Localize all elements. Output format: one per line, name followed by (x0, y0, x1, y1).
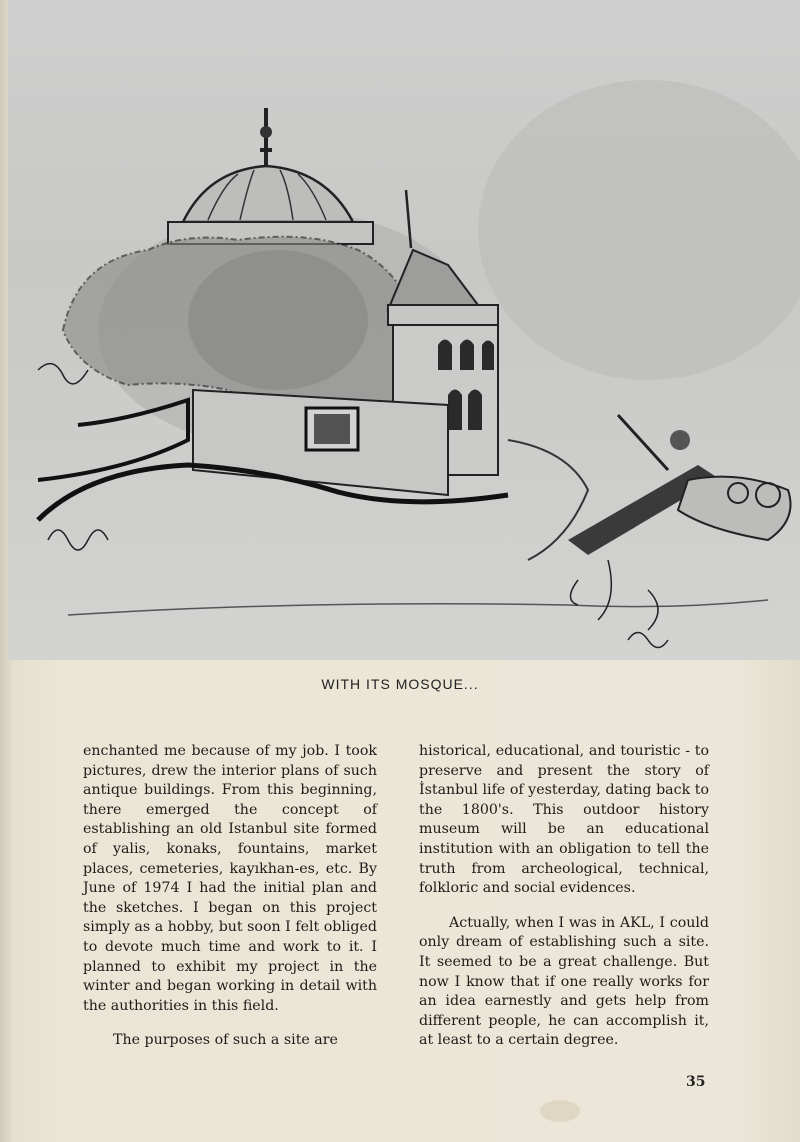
illustration-caption: WITH ITS MOSQUE... (321, 676, 479, 692)
left-text-column (83, 742, 377, 1051)
paper-stain (540, 1100, 580, 1122)
right-text-column (419, 742, 709, 1051)
body-paragraph: enchanted me because of my job. I took pictures, drew the interior plans of such antique buildings. From this beginning, there emerged the concept of establishing an old Istanbul site formed of yalis, konaks, fountains, market places, cemeteries, kayıkhan-es, etc. By June of 1974 I had the initial plan and the sketches. I began on this project simply as a hobby, but soon I felt obliged to devote much time and work to it. I planned to exhibit my project in the winter and began working in detail with the authorities in this field. (83, 743, 377, 1014)
body-paragraph: historical, educational, and touristic - to preserve and present the story of İstanbul life of yesterday, dating back to the 1800's. This outdoor history museum will be an educational institution with an obligation to tell the truth from archeological, technical, folkloric and social evidences. (419, 743, 709, 897)
body-paragraph: The purposes of such a site are (113, 1032, 338, 1049)
mosque-sketch (8, 0, 800, 660)
mosque-illustration (8, 0, 800, 660)
page-number: 35 (686, 1074, 706, 1090)
body-paragraph: Actually, when I was in AKL, I could only dream of establishing such a site. It seemed to be a great challenge. But now I know that if one really works for an idea earnestly and gets help from different people, he can accomplish it, at least to a certain degree. (419, 914, 709, 1049)
